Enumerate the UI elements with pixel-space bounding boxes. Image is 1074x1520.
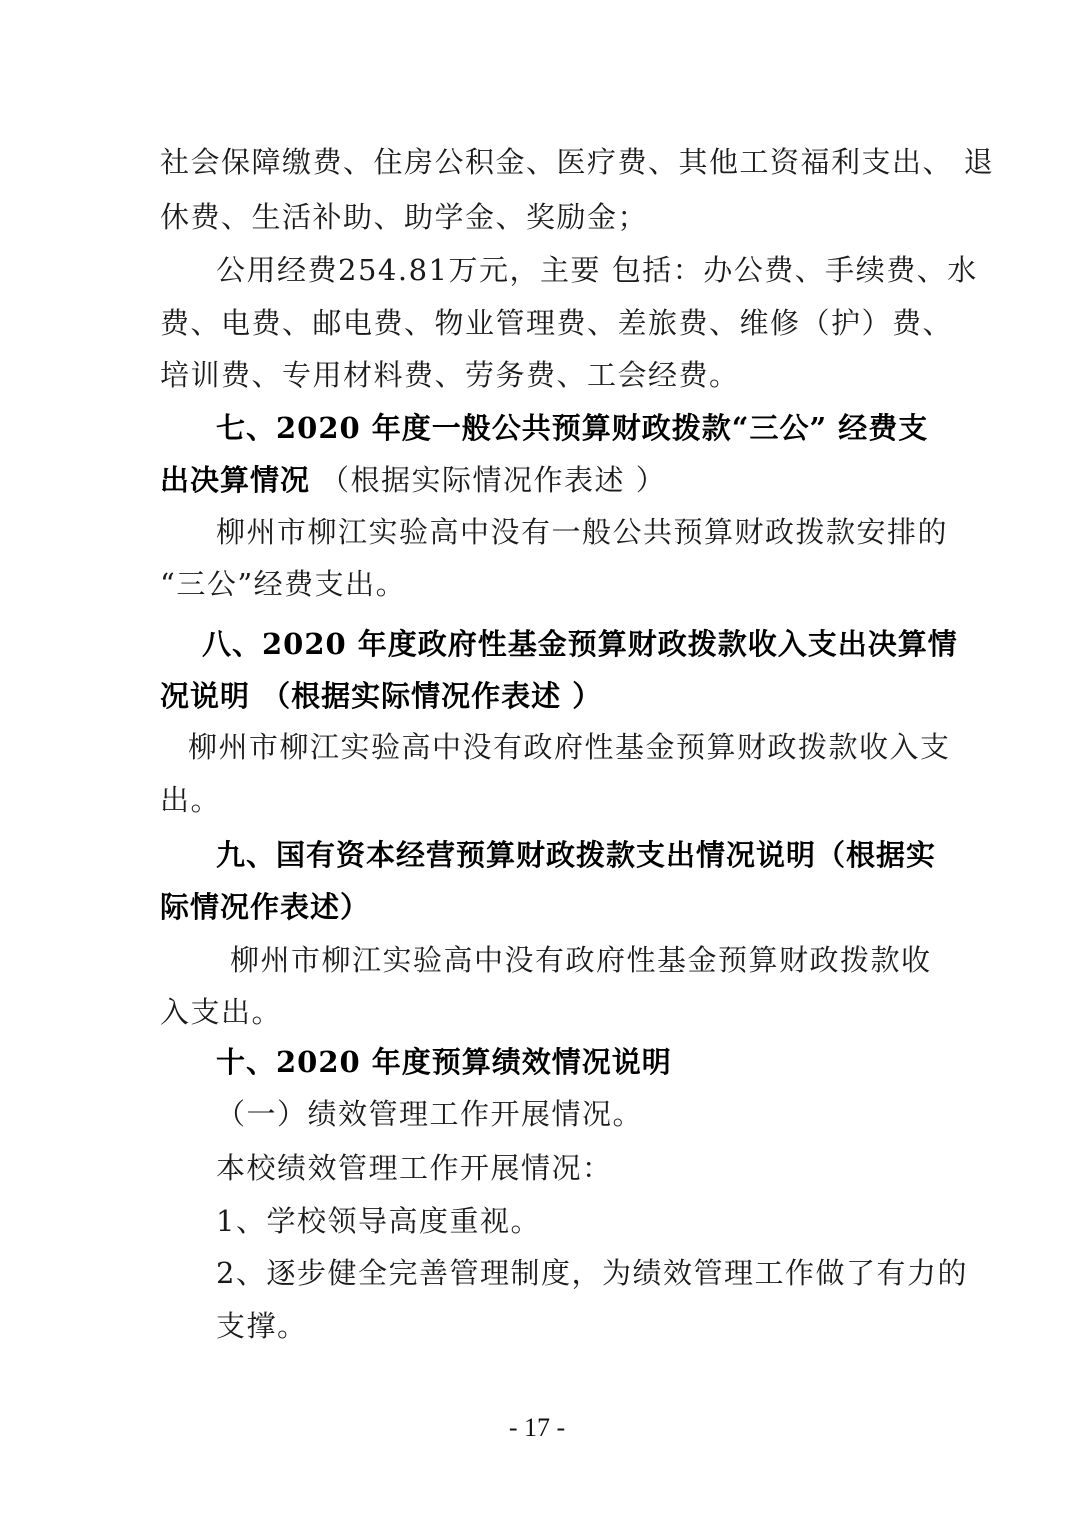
section-heading-10: 十、2020 年度预算绩效情况说明 xyxy=(216,1045,672,1079)
section-heading-9-cont: 际情况作表述） xyxy=(160,890,371,924)
body-line: 费、电费、邮电费、物业管理费、差旅费、维修（护）费、 xyxy=(160,306,954,340)
section-heading-8-cont: 况说明 （根据实际情况作表述 ） xyxy=(160,679,603,713)
page-number: - 17 - xyxy=(508,1413,566,1442)
section-heading-8: 八、2020 年度政府性基金预算财政拨款收入支出决算情 xyxy=(202,627,958,661)
body-line: 培训费、专用材料费、劳务费、工会经费。 xyxy=(160,358,740,392)
body-line: “三公”经费支出。 xyxy=(160,567,407,601)
body-line: 柳州市柳江实验高中没有政府性基金预算财政拨款收 xyxy=(230,943,932,977)
list-item: 2、逐步健全完善管理制度，为绩效管理工作做了有力的 xyxy=(216,1256,968,1290)
section-heading-9: 九、国有资本经营预算财政拨款支出情况说明（根据实 xyxy=(216,838,937,872)
body-line: 公用经费254.81万元，主要 包括：办公费、手续费、水 xyxy=(216,253,978,287)
body-line: 社会保障缴费、住房公积金、医疗费、其他工资福利支出、 退 xyxy=(160,145,995,179)
section-heading-7-cont: 出决算情况 xyxy=(160,463,311,497)
subheading: （一）绩效管理工作开展情况。 xyxy=(216,1097,644,1131)
body-line: 本校绩效管理工作开展情况： xyxy=(216,1151,613,1185)
body-line: 休费、生活补助、助学金、奖励金； xyxy=(160,200,649,234)
body-line: 入支出。 xyxy=(160,995,283,1029)
section-heading-7: 七、2020 年度一般公共预算财政拨款“三公” 经费支 xyxy=(216,411,929,445)
list-item: 1、学校领导高度重视。 xyxy=(216,1204,541,1238)
body-line: 出。 xyxy=(160,783,222,817)
body-line: 柳州市柳江实验高中没有一般公共预算财政拨款安排的 xyxy=(216,515,949,549)
body-line: 柳州市柳江实验高中没有政府性基金预算财政拨款收入支 xyxy=(188,730,951,764)
list-item-cont: 支撑。 xyxy=(216,1309,308,1343)
heading-note: （根据实际情况作表述 ） xyxy=(320,463,667,497)
